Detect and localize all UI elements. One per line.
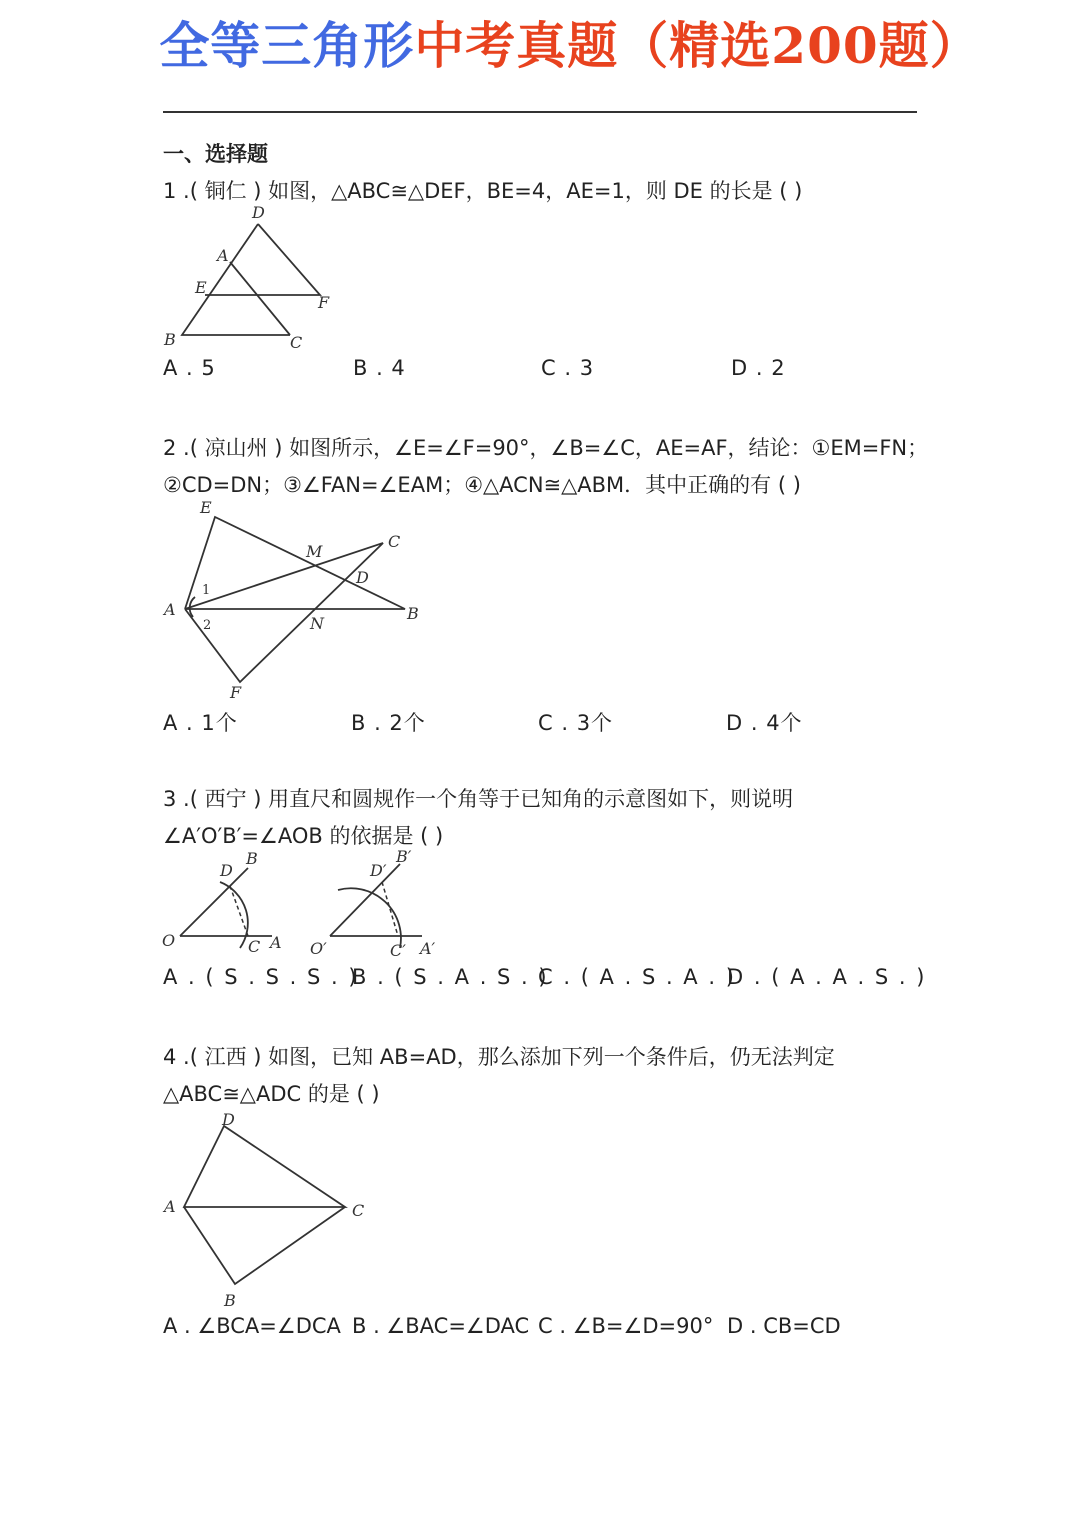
q1-option-d: D . 2 [731, 356, 786, 380]
q3-option-b: B . ( S . A . S . ) [352, 965, 549, 989]
q4-option-c: C . ∠B=∠D=90° [538, 1314, 714, 1338]
q3-right-label-a: A′ [420, 939, 436, 958]
q1-label-f: F [318, 293, 330, 312]
q3-figure-right [308, 848, 448, 958]
q4-label-c: C [352, 1201, 365, 1220]
q3-option-a: A . ( S . S . S . ) [163, 965, 359, 989]
q4-stem-line-2: △ABC≅△ADC 的是 ( ) [163, 1082, 380, 1106]
q4-figure [160, 1108, 380, 1308]
q3-left-label-c: C [248, 937, 261, 956]
q1-option-a: A . 5 [163, 356, 216, 380]
q3-figure-left [160, 848, 290, 958]
q1-option-b: B . 4 [353, 356, 406, 380]
q2-stem-line-2: ②CD=DN；③∠FAN=∠EAM；④△ACN≅△ABM．其中正确的有 ( ) [163, 473, 801, 497]
q4-option-b: B . ∠BAC=∠DAC [352, 1314, 530, 1338]
q3-left-label-a: A [270, 933, 282, 952]
q2-option-b: B . 2个 [351, 711, 426, 735]
q4-label-d: D [222, 1110, 235, 1129]
page-title [0, 6, 1080, 78]
title-part-red: 中考真题（精选200题） [414, 16, 981, 75]
q1-option-c: C . 3 [541, 356, 595, 380]
section-heading: 一、选择题 [163, 142, 268, 166]
q1-label-b: B [164, 330, 176, 349]
q2-label-c: C [388, 532, 401, 551]
q2-label-m: M [306, 542, 323, 561]
q3-left-label-b: B [246, 849, 258, 868]
q4-option-d: D . CB=CD [727, 1314, 841, 1338]
q2-label-f: F [230, 683, 242, 702]
q3-right-label-d: D′ [370, 861, 387, 880]
title-part-blue: 全等三角形 [159, 16, 415, 75]
q4-label-b: B [224, 1291, 236, 1310]
q3-stem-line-1: 3 .( 西宁 ) 用直尺和圆规作一个角等于已知角的示意图如下，则说明 [163, 787, 794, 811]
q2-option-a: A . 1个 [163, 711, 238, 735]
q1-stem: 1 .( 铜仁 ) 如图，△ABC≅△DEF，BE=4，AE=1，则 DE 的长是 ( ) [163, 179, 803, 203]
q1-label-e: E [195, 278, 207, 297]
q1-figure [160, 200, 340, 360]
q2-label-2: 2 [203, 618, 212, 633]
q2-label-1: 1 [202, 583, 211, 598]
q3-right-label-o: O′ [310, 939, 327, 958]
q1-label-d: D [252, 203, 265, 222]
q1-label-a: A [217, 246, 229, 265]
q3-right-label-b: B′ [396, 847, 412, 866]
q4-label-a: A [164, 1197, 176, 1216]
q2-label-d: D [356, 568, 369, 587]
q2-option-d: D . 4个 [726, 711, 803, 735]
q2-stem-line-1: 2 .( 凉山州 ) 如图所示，∠E=∠F=90°，∠B=∠C，AE=AF，结论：①EM=FN； [163, 436, 929, 460]
q2-label-b: B [407, 604, 419, 623]
q3-stem-line-2: ∠A′O′B′=∠AOB 的依据是 ( ) [163, 824, 444, 848]
q3-option-c: C . ( A . S . A . ) [538, 965, 736, 989]
q3-right-label-c: C′ [390, 941, 406, 960]
q2-label-a: A [164, 600, 176, 619]
q3-left-label-o: O [162, 931, 176, 950]
q2-figure [160, 497, 430, 707]
q4-stem-line-1: 4 .( 江西 ) 如图，已知 AB=AD，那么添加下列一个条件后，仍无法判定 [163, 1045, 835, 1069]
q3-option-d: D . ( A . A . S . ) [727, 965, 927, 989]
q1-label-c: C [290, 333, 303, 352]
q4-option-a: A . ∠BCA=∠DCA [163, 1314, 341, 1338]
q2-label-e: E [200, 498, 212, 517]
q2-option-c: C . 3个 [538, 711, 614, 735]
q2-label-n: N [310, 614, 324, 633]
q3-left-label-d: D [220, 861, 233, 880]
title-divider [163, 111, 917, 113]
